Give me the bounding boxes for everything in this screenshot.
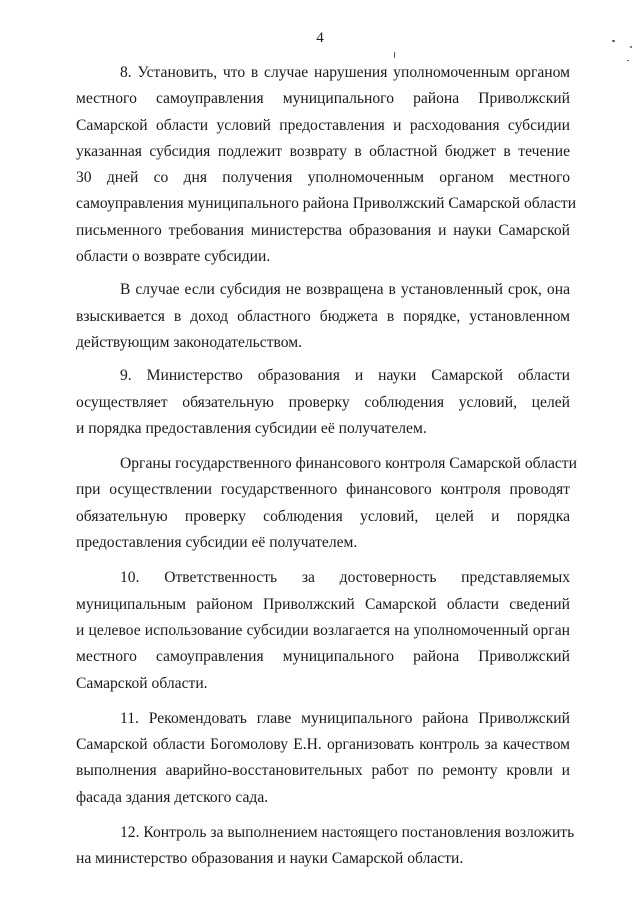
paragraph <box>76 820 575 873</box>
paragraph-line: на министерство образования и науки Самарской области. <box>76 850 464 868</box>
paragraph-line: предоставления субсидии её получателем. <box>76 534 358 552</box>
paragraph-line: 30 дней со дня получения уполномоченным органом местного <box>76 169 570 187</box>
paragraph <box>76 706 570 811</box>
scan-speck <box>630 46 632 48</box>
paragraph-line: действующим законодательством. <box>76 333 303 351</box>
paragraph-line: 8. Установить, что в случае нарушения уполномоченным органом <box>120 64 570 81</box>
paragraph-line: области о возврате субсидии. <box>76 248 271 266</box>
paragraph-line: 11. Рекомендовать главе муниципального района Приволжский <box>120 709 570 727</box>
scan-speck <box>394 52 395 58</box>
paragraph <box>76 451 577 556</box>
paragraph-line: осуществляет обязательную проверку соблюдения условий, целей <box>76 393 570 411</box>
paragraph-line: и порядка предоставления субсидии её получателем. <box>76 419 427 437</box>
paragraph-line: 9. Министерство образования и науки Самарской области <box>120 367 570 385</box>
scan-speck <box>612 40 615 42</box>
paragraph-line: 12. Контроль за выполнением настоящего постановления возложить <box>120 824 575 842</box>
paragraph-line: Самарской области условий предоставления и расходования субсидии <box>76 116 570 134</box>
paragraph-line: муниципальным районом Приволжский Самарской области сведений <box>76 595 570 613</box>
paragraph-line: Самарской области Богомолову Е.Н. организовать контроль за качеством <box>76 736 570 754</box>
paragraph-line: Органы государственного финансового контроля Самарской области <box>120 455 577 473</box>
paragraph <box>76 363 570 442</box>
paragraph-line: 10. Ответственность за достоверность представляемых <box>120 569 570 587</box>
paragraph-line: письменного требования министерства образования и науки Самарской <box>76 221 570 239</box>
document-body <box>76 60 577 873</box>
paragraph-line: В случае если субсидия не возвращена в установленный срок, она <box>120 281 570 299</box>
paragraph <box>76 565 570 696</box>
paragraph-line: фасада здания детского сада. <box>76 788 269 806</box>
paragraph-line: местного самоуправления муниципального района Приволжский <box>76 648 570 666</box>
paragraph-line: взыскивается в доход областного бюджета в порядке, установленном <box>76 307 570 325</box>
paragraph-line: указанная субсидия подлежит возврату в областной бюджет в течение <box>76 142 570 160</box>
paragraph-line: и целевое использование субсидии возлагается на уполномоченный орган <box>76 621 570 639</box>
paragraph-line: обязательную проверку соблюдения условий, целей и порядка <box>76 507 570 525</box>
paragraph-line: самоуправления муниципального района Приволжский Самарской области <box>76 195 577 213</box>
paragraph-line: при осуществлении государственного финансового контроля проводят <box>76 481 570 499</box>
paragraph <box>76 60 577 270</box>
paragraph-line: Самарской области. <box>76 674 208 692</box>
paragraph <box>76 277 570 356</box>
page-number: 4 <box>316 30 324 46</box>
paragraph-line: местного самоуправления муниципального района Приволжский <box>76 90 570 108</box>
paragraph-line: выполнения аварийно-восстановительных работ по ремонту кровли и <box>76 762 570 780</box>
scan-speck <box>627 60 629 61</box>
